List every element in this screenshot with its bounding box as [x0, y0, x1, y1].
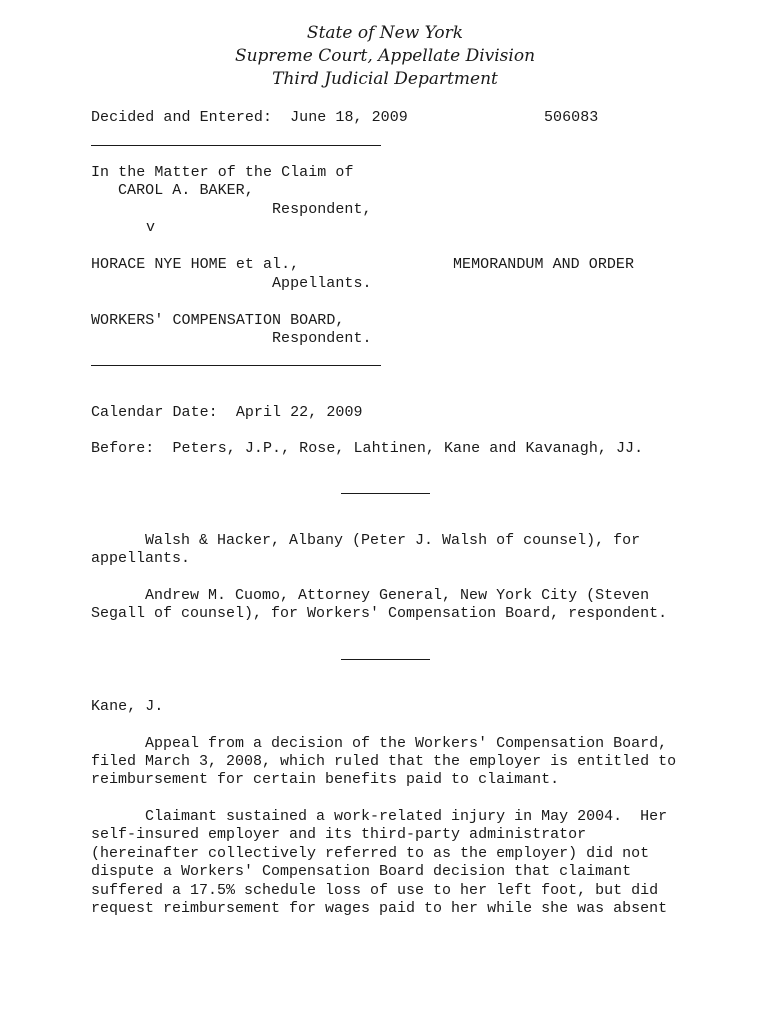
caption-claimant-role: Respondent,	[272, 201, 372, 218]
section-rule-1	[341, 493, 430, 494]
caption-employer-role: Appellants.	[272, 275, 372, 292]
decided-entered: Decided and Entered: June 18, 2009	[91, 109, 408, 126]
opinion-paragraph-2-line: (hereinafter collectively referred to as the employer) did not	[91, 845, 650, 862]
opinion-author: Kane, J.	[91, 698, 164, 715]
panel-before: Before: Peters, J.P., Rose, Lahtinen, Kane and Kavanagh, JJ.	[91, 440, 644, 457]
counsel-appellants-line-2: appellants.	[91, 550, 191, 567]
order-type: MEMORANDUM AND ORDER	[453, 256, 635, 273]
caption-versus: v	[146, 219, 156, 236]
opinion-paragraph-2-line: Claimant sustained a work-related injury in May 2004. Her	[91, 808, 668, 825]
opinion-paragraph-1-line: reimbursement for certain benefits paid to claimant.	[91, 771, 560, 788]
opinion-paragraph-2-line: dispute a Workers' Compensation Board decision that claimant	[91, 863, 632, 880]
caption-claimant: CAROL A. BAKER,	[118, 182, 254, 199]
court-state: State of New York	[306, 23, 464, 43]
court-name: Supreme Court, Appellate Division	[234, 46, 536, 66]
counsel-board-line-2: Segall of counsel), for Workers' Compensation Board, respondent.	[91, 605, 668, 622]
docket-number: 506083	[544, 109, 599, 126]
counsel-appellants-line-1: Walsh & Hacker, Albany (Peter J. Walsh of counsel), for	[91, 532, 641, 549]
opinion-paragraph-1-line: filed March 3, 2008, which ruled that the employer is entitled to	[91, 753, 677, 770]
opinion-paragraph-2-line: request reimbursement for wages paid to her while she was absent	[91, 900, 668, 917]
caption-top-rule	[91, 145, 381, 146]
court-heading	[0, 22, 770, 91]
opinion-paragraph-1-line: Appeal from a decision of the Workers' Compensation Board,	[91, 735, 668, 752]
calendar-date: Calendar Date: April 22, 2009	[91, 404, 363, 421]
caption-bottom-rule	[91, 365, 381, 366]
caption-board-role: Respondent.	[272, 330, 372, 347]
counsel-board-line-1: Andrew M. Cuomo, Attorney General, New York City (Steven	[91, 587, 650, 604]
caption-board: WORKERS' COMPENSATION BOARD,	[91, 312, 345, 329]
caption-matter: In the Matter of the Claim of	[91, 164, 354, 181]
caption-employer: HORACE NYE HOME et al.,	[91, 256, 300, 273]
opinion-paragraph-2-line: self-insured employer and its third-party administrator	[91, 826, 587, 843]
section-rule-2	[341, 659, 430, 660]
opinion-paragraph-2-line: suffered a 17.5% schedule loss of use to her left foot, but did	[91, 882, 659, 899]
court-department: Third Judicial Department	[272, 69, 498, 89]
